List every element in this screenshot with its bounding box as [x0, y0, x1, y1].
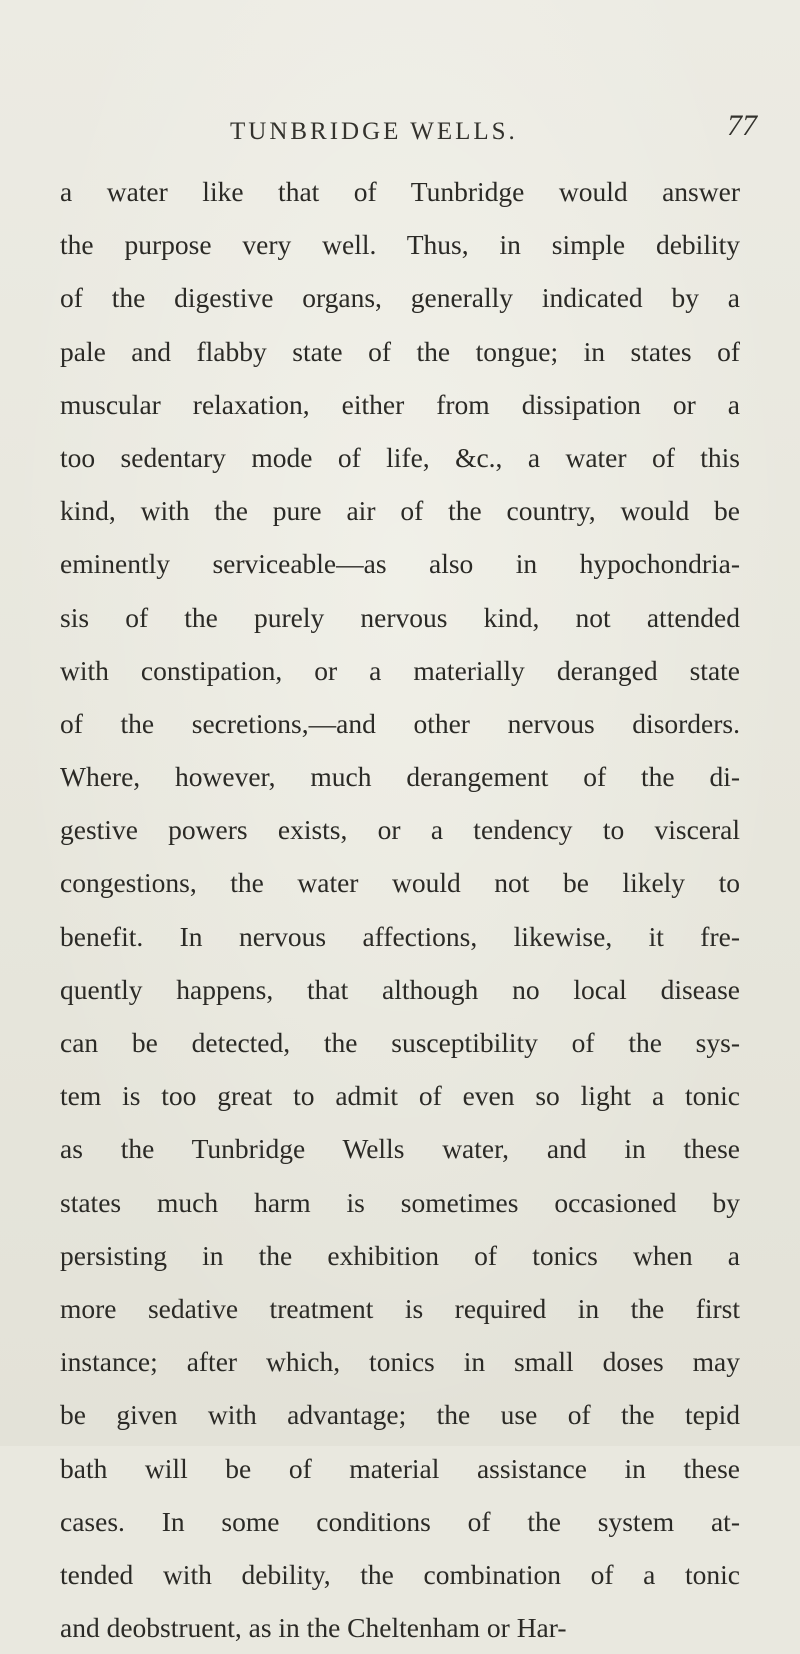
text-line: can be detected, the susceptibility of the sys-: [60, 1027, 740, 1058]
text-line: be given with advantage; the use of the tepid: [60, 1399, 740, 1431]
text-line: more sedative treatment is required in the first: [60, 1292, 740, 1324]
text-line: of the secretions,—and other nervous disorders.: [60, 707, 740, 739]
body-text: [60, 165, 740, 1654]
text-line: instance; after which, tonics in small doses may: [60, 1346, 740, 1378]
text-line: cases. In some conditions of the system at-: [60, 1505, 740, 1537]
text-line: persisting in the exhibition of tonics when a: [60, 1239, 740, 1271]
text-line: with constipation, or a materially deranged state: [60, 654, 740, 686]
text-line: benefit. In nervous affections, likewise, it fre-: [60, 920, 740, 952]
text-line: tended with debility, the combination of a tonic: [60, 1558, 740, 1590]
text-line: a water like that of Tunbridge would answer: [60, 176, 740, 207]
text-line: of the digestive organs, generally indicated by a: [60, 282, 740, 314]
text-line: quently happens, that although no local disease: [60, 973, 740, 1005]
text-line: the purpose very well. Thus, in simple debility: [60, 229, 740, 261]
text-line: tem is too great to admit of even so light a tonic: [60, 1080, 740, 1112]
text-line: as the Tunbridge Wells water, and in these: [60, 1133, 740, 1165]
running-title: TUNBRIDGE WELLS.: [230, 118, 518, 145]
text-line: sis of the purely nervous kind, not attended: [60, 601, 740, 633]
text-line: gestive powers exists, or a tendency to visceral: [60, 814, 740, 846]
text-line: kind, with the pure air of the country, would be: [60, 495, 740, 527]
text-line: bath will be of material assistance in these: [60, 1452, 740, 1484]
text-line: congestions, the water would not be likely to: [60, 867, 740, 899]
text-line: muscular relaxation, either from dissipation or a: [60, 388, 740, 420]
text-line: Where, however, much derangement of the di-: [60, 761, 740, 793]
running-head: [0, 109, 800, 152]
text-line: and deobstruent, as in the Cheltenham or Har-: [60, 1612, 567, 1644]
text-line: eminently serviceable—as also in hypochondria-: [60, 548, 740, 580]
page-number: 77: [727, 109, 757, 142]
text-line: pale and flabby state of the tongue; in states of: [60, 335, 740, 367]
text-line: too sedentary mode of life, &c., a water of this: [60, 441, 740, 473]
text-line: states much harm is sometimes occasioned by: [60, 1186, 740, 1218]
